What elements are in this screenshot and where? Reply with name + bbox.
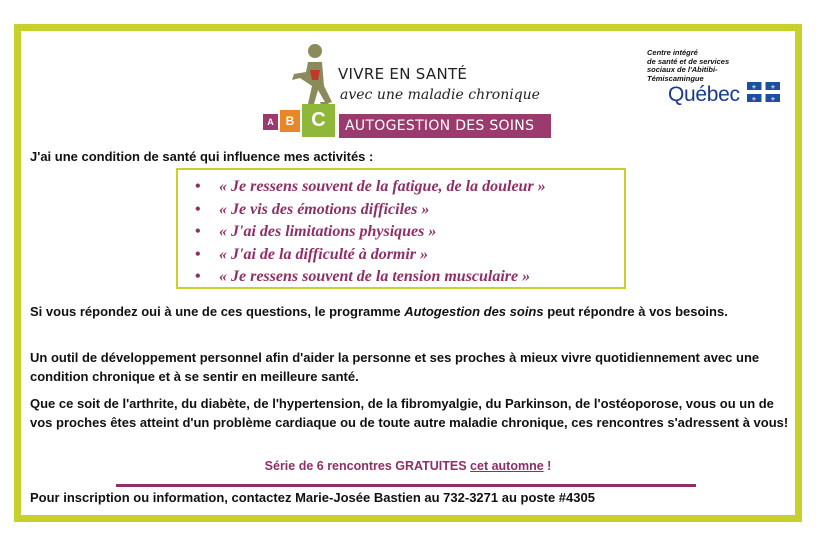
list-item: • « Je vis des émotions difficiles » <box>195 200 430 218</box>
svg-text:⚜: ⚜ <box>751 84 757 91</box>
agency-name: Centre intégré de santé et de services sociaux de l'Abitibi- Témiscamingue <box>647 48 730 83</box>
svg-text:⚜: ⚜ <box>751 96 757 102</box>
tool-paragraph: Un outil de développement personnel afin d'aider la personne et ses proches à mieux vivre quotidiennement avec une condition chronique et à se sentir en meilleure santé. <box>30 350 760 384</box>
list-item: • « Je ressens souvent de la fatigue, de la douleur » <box>195 178 546 195</box>
logo-subtitle: avec une maladie chronique <box>340 87 540 103</box>
quebec-flag-icon <box>747 82 780 102</box>
divider <box>116 484 696 487</box>
quebec-wordmark: Québec <box>668 83 740 106</box>
intro-text: J'ai une condition de santé qui influence mes activités : <box>30 149 374 164</box>
logo-title: VIVRE EN SANTÉ <box>338 65 468 83</box>
program-paragraph: Si vous répondez oui à une de ces questions, le programme Autogestion des soins peut répondre à vos besoins. <box>30 304 728 319</box>
block-a: A <box>263 114 278 130</box>
block-c: C <box>302 104 335 137</box>
list-item: • « J'ai de la difficulté à dormir » <box>195 245 429 263</box>
block-b: B <box>280 110 300 132</box>
conditions-paragraph: Que ce soit de l'arthrite, du diabète, de l'hypertension, de la fibromyalgie, du Parkinson, de l'ostéoporose, vous ou un de vos proches êtes atteint d'un problème cardiaque ou de toute autre maladie chronique, ces rencontres s'adressent à vous! <box>30 396 789 430</box>
list-item: • « J'ai des limitations physiques » <box>195 223 437 240</box>
questions-list <box>178 170 624 289</box>
list-item: • « Je ressens souvent de la tension musculaire » <box>195 268 531 285</box>
svg-text:⚜: ⚜ <box>770 96 776 102</box>
svg-text:⚜: ⚜ <box>770 84 776 91</box>
series-announcement: Série de 6 rencontres GRATUITES cet automne ! <box>264 459 552 473</box>
contact-line: Pour inscription ou information, contactez Marie-Josée Bastien au 732-3271 au poste #4305 <box>30 490 595 505</box>
questions-box <box>176 168 626 289</box>
logo-banner: AUTOGESTION DES SOINS <box>339 114 551 138</box>
